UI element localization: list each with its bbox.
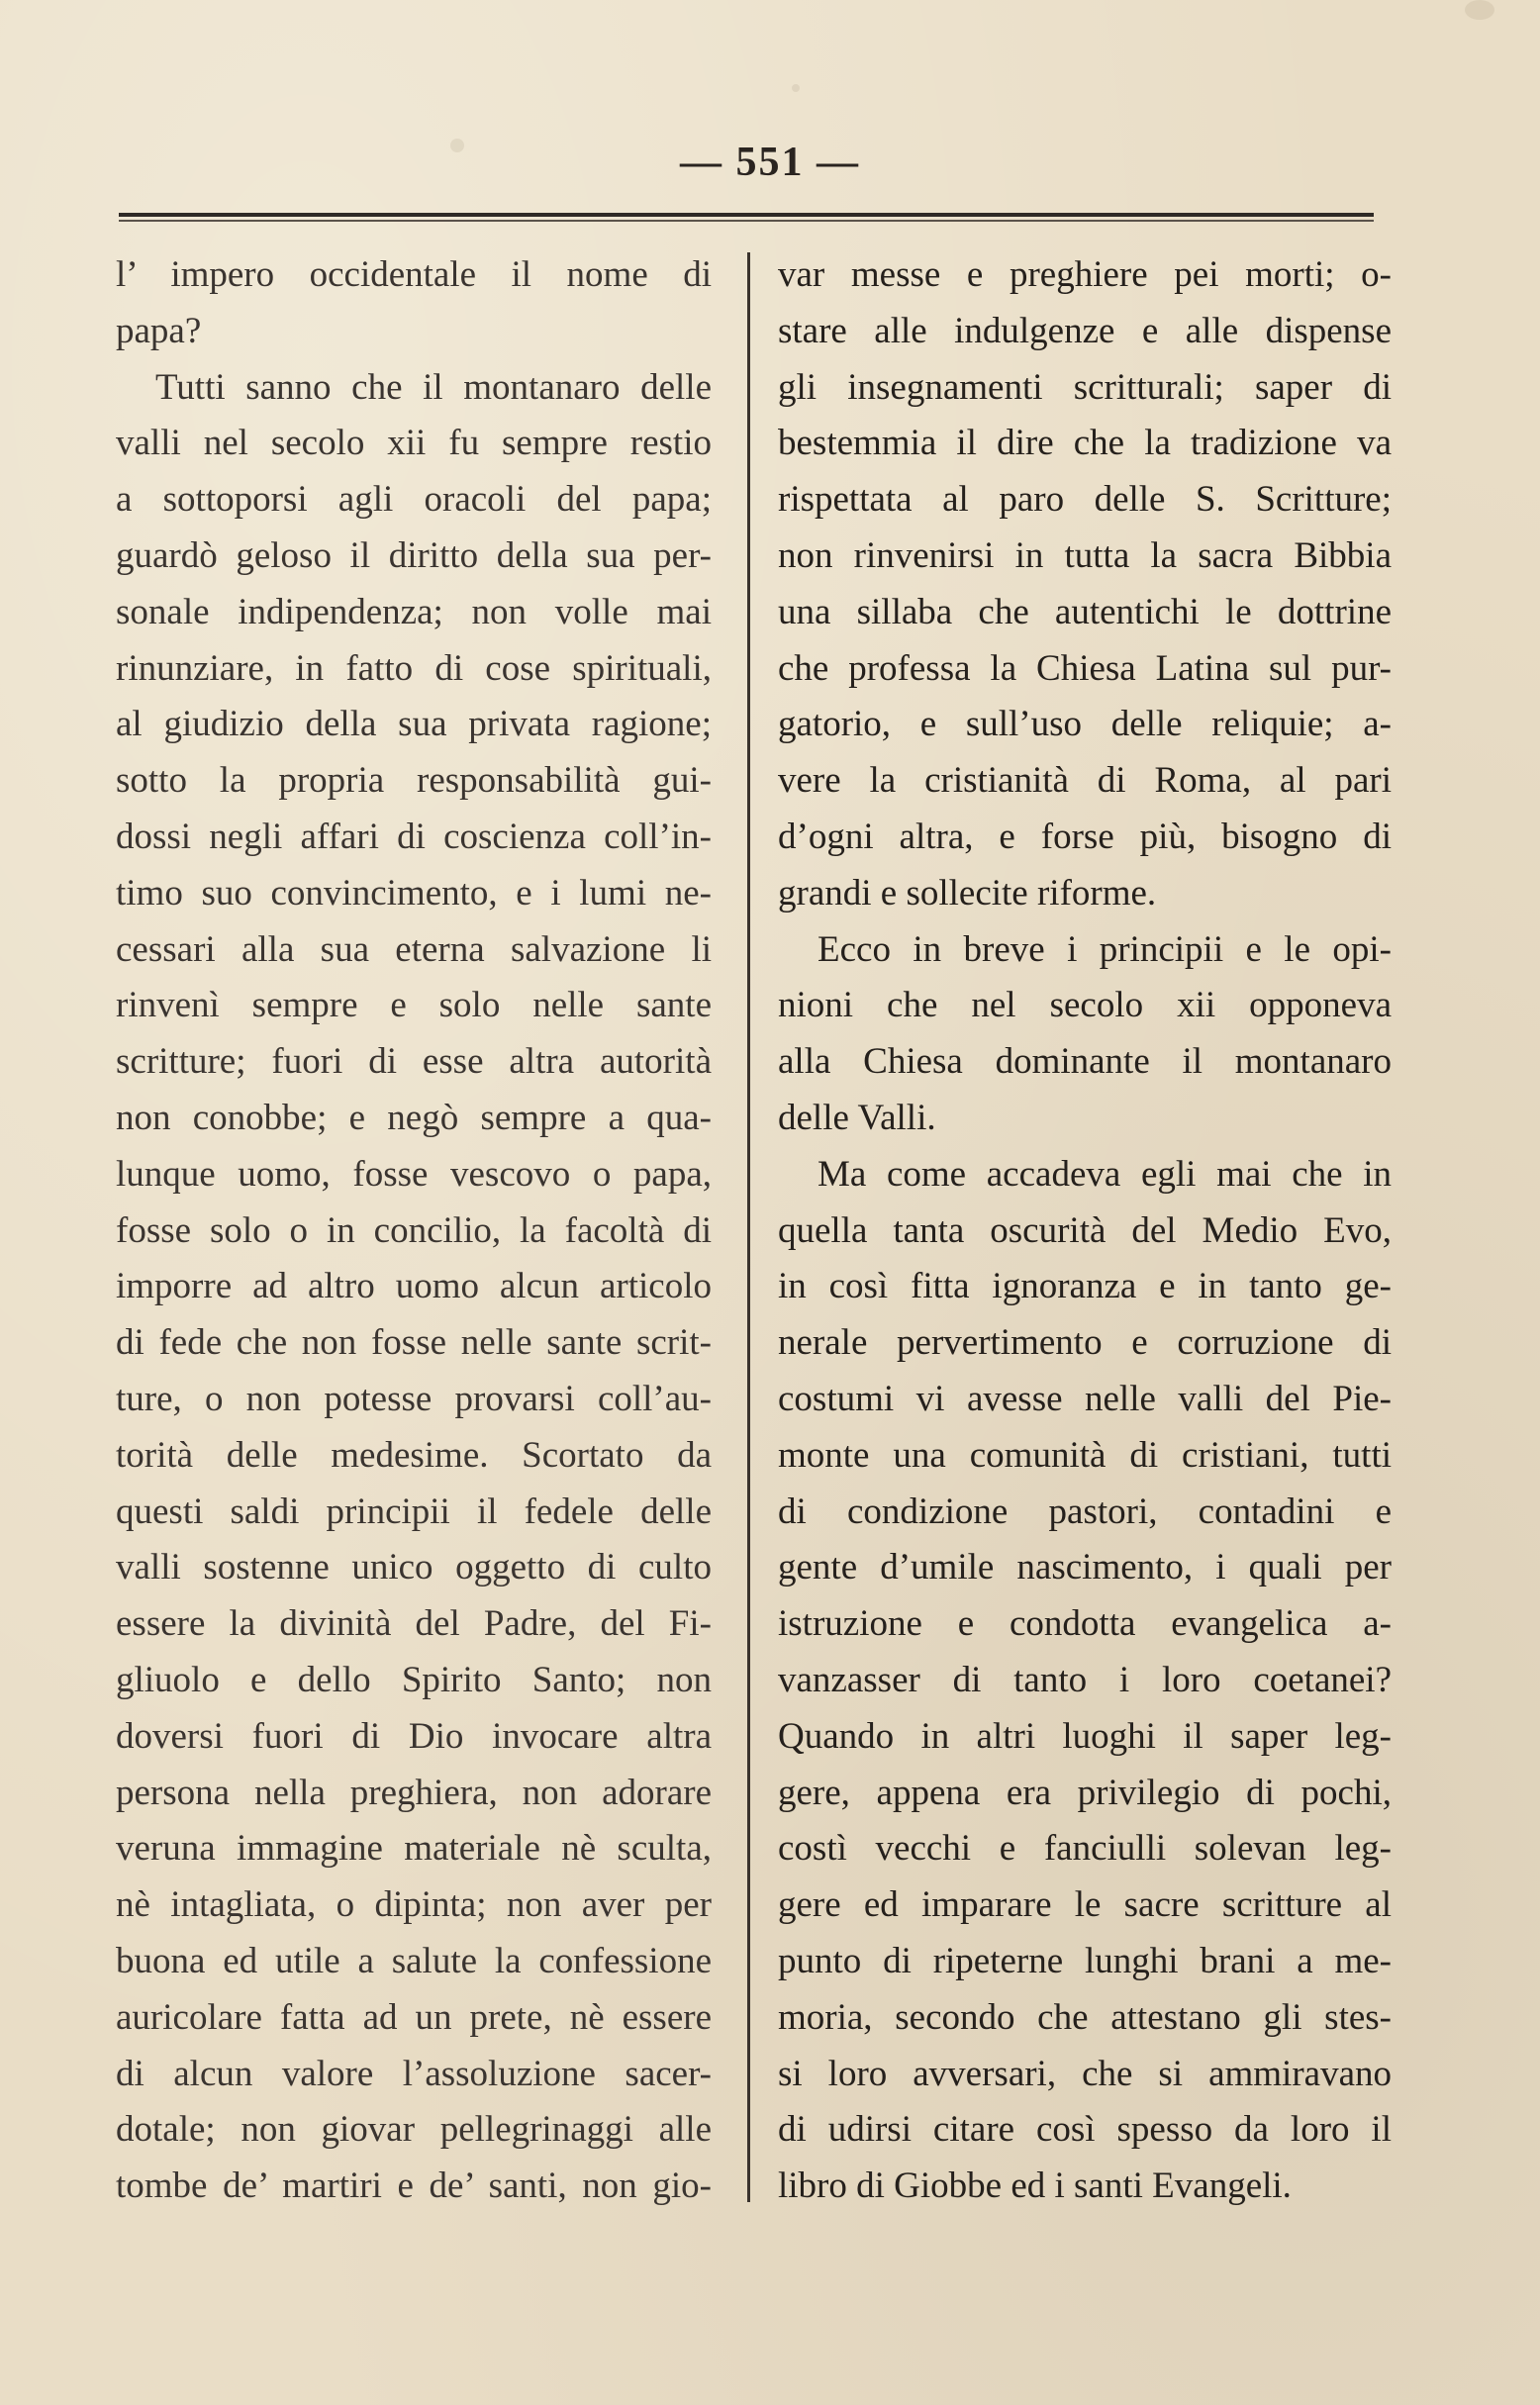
text-line: torità delle medesime. Scortato da [116,1434,712,1476]
page-number: — 551 — [680,140,860,185]
column-divider [747,252,750,2202]
text-line: questi saldi principii il fedele delle [116,1491,712,1532]
text-line: rinunziare, in fatto di cose spirituali, [116,647,712,689]
text-line: a sottoporsi agli oracoli del papa; [116,479,712,521]
text-line: imporre ad altro uomo alcun articolo [116,1266,712,1307]
text-line: tombe de’ martiri e de’ santi, non gio- [116,2165,712,2207]
text-line: di udirsi citare così spesso da loro il [778,2109,1392,2151]
text-line: bestemmia il dire che la tradizione va [778,423,1392,464]
text-line: rispettata al paro delle S. Scritture; [778,479,1392,521]
text-line: auricolare fatta ad un prete, nè essere [116,1996,712,2038]
text-line: valli sostenne unico oggetto di culto [116,1547,712,1588]
text-line: libro di Giobbe ed i santi Evangeli. [778,2165,1292,2207]
text-line: scritture; fuori di esse altra autorità [116,1041,712,1083]
header-rule-thin [119,220,1374,222]
text-line: gere, appena era privilegio di pochi, [778,1772,1392,1813]
text-line: gli insegnamenti scritturali; saper di [778,366,1392,408]
text-line: guardò geloso il diritto della sua per- [116,534,712,576]
text-line: gente d’umile nascimento, i quali per [778,1547,1392,1588]
text-line: sonale indipendenza; non volle mai [116,591,712,632]
text-line: costumi vi avesse nelle valli del Pie- [778,1378,1392,1419]
text-line: timo suo convincimento, e i lumi ne- [116,872,712,914]
text-line: ture, o non potesse provarsi coll’au- [116,1378,712,1419]
text-line: persona nella preghiera, non adorare [116,1772,712,1813]
text-line: lunque uomo, fosse vescovo o papa, [116,1153,712,1195]
text-line: vere la cristianità di Roma, al pari [778,760,1392,802]
text-line: var messe e preghiere pei morti; o- [778,254,1392,295]
text-line: valli nel secolo xii fu sempre restio [116,423,712,464]
text-line: di alcun valore l’assoluzione sacer- [116,2053,712,2094]
text-line: nerale pervertimento e corruzione di [778,1322,1392,1364]
text-line: sotto la propria responsabilità gui- [116,760,712,802]
text-line: Ma come accadeva egli mai che in [818,1153,1392,1195]
text-line: d’ogni altra, e forse più, bisogno di [778,816,1392,857]
text-line: veruna immagine materiale nè sculta, [116,1828,712,1870]
text-line: stare alle indulgenze e alle dispense [778,310,1392,351]
text-line: istruzione e condotta evangelica a- [778,1603,1392,1645]
text-line: di fede che non fosse nelle sante scrit- [116,1322,712,1364]
text-line: di condizione pastori, contadini e [778,1491,1392,1532]
text-line: dossi negli affari di coscienza coll’in- [116,816,712,857]
right-text-column [778,247,1392,2215]
text-line: in così fitta ignoranza e in tanto ge- [778,1266,1392,1307]
text-line: essere la divinità del Padre, del Fi- [116,1603,712,1645]
text-line: una sillaba che autentichi le dottrine [778,591,1392,632]
text-line: doversi fuori di Dio invocare altra [116,1715,712,1757]
left-text-column [116,247,712,2215]
text-line: non rinvenirsi in tutta la sacra Bibbia [778,534,1392,576]
text-line: al giudizio della sua privata ragione; [116,704,712,745]
text-line: rinvenì sempre e solo nelle sante [116,985,712,1026]
text-line: Tutti sanno che il montanaro delle [155,366,712,408]
text-line: punto di ripeterne lunghi brani a me- [778,1940,1392,1981]
text-line: buona ed utile a salute la confessione [116,1940,712,1981]
text-line: nè intagliata, o dipinta; non aver per [116,1884,712,1926]
header-rule [119,213,1374,217]
text-line: costì vecchi e fanciulli solevan leg- [778,1828,1392,1870]
text-line: Quando in altri luoghi il saper leg- [778,1715,1392,1757]
paper-stain [1465,0,1494,20]
text-line: Ecco in breve i principii e le opi- [818,928,1392,970]
text-line: dotale; non giovar pellegrinaggi alle [116,2109,712,2151]
text-line: fosse solo o in concilio, la facoltà di [116,1209,712,1251]
text-line: non conobbe; e negò sempre a qua- [116,1097,712,1138]
text-line: moria, secondo che attestano gli stes- [778,1996,1392,2038]
text-line: alla Chiesa dominante il montanaro [778,1041,1392,1083]
text-line: l’ impero occidentale il nome di [116,254,712,295]
paper-stain [792,84,800,92]
text-line: gatorio, e sull’uso delle reliquie; a- [778,704,1392,745]
text-line: che professa la Chiesa Latina sul pur- [778,647,1392,689]
text-line: cessari alla sua eterna salvazione li [116,928,712,970]
text-line: quella tanta oscurità del Medio Evo, [778,1209,1392,1251]
text-line: nioni che nel secolo xii opponeva [778,985,1392,1026]
text-line: gere ed imparare le sacre scritture al [778,1884,1392,1926]
text-line: monte una comunità di cristiani, tutti [778,1434,1392,1476]
text-line: grandi e sollecite riforme. [778,872,1157,914]
text-line: gliuolo e dello Spirito Santo; non [116,1659,712,1700]
text-line: vanzasser di tanto i loro coetanei? [778,1659,1392,1700]
text-line: si loro avversari, che si ammiravano [778,2053,1392,2094]
text-line: delle Valli. [778,1097,936,1138]
text-line: papa? [116,310,202,351]
